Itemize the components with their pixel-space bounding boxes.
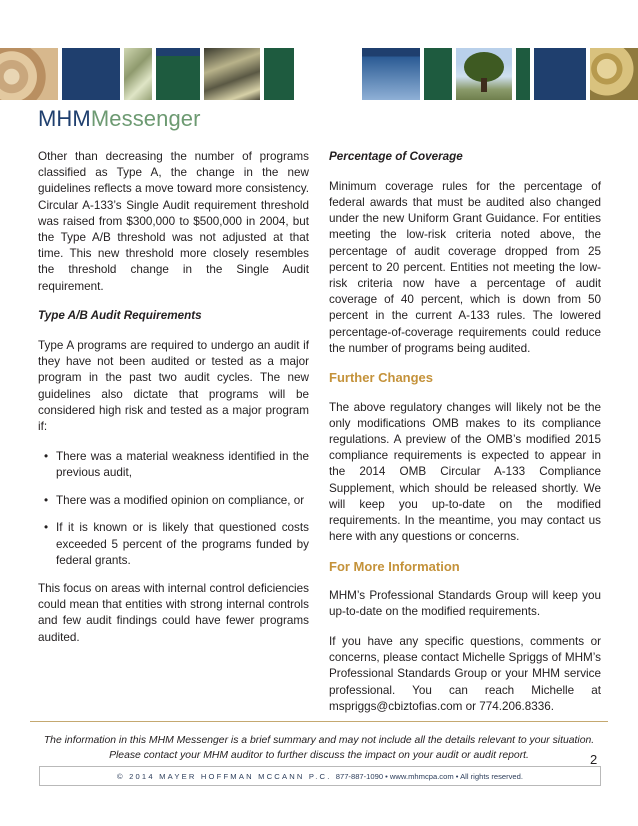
section-heading: Further Changes bbox=[329, 370, 434, 386]
paragraph: Other than decreasing the number of programs classified as Type A, the change in the new guidelines reflects a move toward more consistency. Circular A-133’s Single Audit requirement threshold was raised from $300,000 to $500,000 in 2004, but the Type A/B threshold was not adjusted at that time. This new threshold more closely resembles the threshold change in the Single Audit requirement. bbox=[38, 150, 309, 293]
list-item: • There was a material weakness identified in the previous audit, bbox=[56, 449, 309, 481]
newsletter-name: Messenger bbox=[90, 106, 201, 131]
green-block bbox=[516, 48, 530, 100]
navy-block bbox=[62, 48, 120, 100]
paragraph: Minimum coverage rules for the percentage of federal awards that must be audited also changed under the new Uniform Grant Guidance. For entities meeting the low-risk criteria noted above, the percentage of audit coverage dropped from 25 percent to 20 percent. Entities not meeting the low-risk criteria now have a percentage of audit coverage of 40 percent, which is down from 50 percent in the current A-133 rules. The lowered percentage-of-coverage requirements could reduce the number of programs being audited. bbox=[329, 179, 601, 355]
paragraph: Type A programs are required to undergo an audit if they have not been audited or tested as a major program in the past two audit cycles. The new guidelines also dictate that programs will be considered high risk and tested as a major program if: bbox=[38, 339, 309, 434]
coins-image bbox=[590, 48, 638, 100]
contact-info: 877-887-1090 • www.mhmcpa.com • All rights reserved. bbox=[335, 772, 523, 781]
bullet-list bbox=[38, 449, 309, 569]
footer-bar bbox=[39, 766, 601, 786]
list-item: • If it is known or is likely that questioned costs exceeded 5 percent of the programs funded by federal grants. bbox=[56, 520, 309, 569]
navy-block bbox=[534, 48, 586, 100]
paragraph: MHM’s Professional Standards Group will keep you up-to-date on the modified requirements. bbox=[329, 589, 601, 619]
navy-stripe bbox=[156, 48, 200, 56]
tree-trunk bbox=[481, 78, 487, 92]
newsletter-title bbox=[38, 106, 201, 132]
section-heading: For More Information bbox=[329, 558, 460, 574]
copyright: © 2014 MAYER HOFFMAN MCCANN P.C. bbox=[116, 772, 332, 781]
right-column bbox=[329, 149, 601, 729]
disclaimer-line: The information in this MHM Messenger is a brief summary and may not include all the details relevant to your situation. bbox=[43, 735, 595, 746]
paragraph: The above regulatory changes will likely not be the only modifications OMB makes to its compliance regulations. A preview of the OMB’s modified 2015 compliance requirements is expected to appear in the 2014 OMB Circular A-133 Compliance Supplement, which should be released shortly. We will keep you up-to-date on the modified requirements. In the meantime, you may contact us here with any questions or concerns. bbox=[329, 400, 601, 544]
navy-sky-block bbox=[362, 48, 420, 100]
left-column bbox=[38, 149, 309, 659]
wood-grain-image bbox=[0, 48, 58, 100]
section-heading: Type A/B Audit Requirements bbox=[38, 309, 202, 323]
header-banner bbox=[0, 48, 638, 100]
blank-block bbox=[298, 48, 356, 100]
footer-divider bbox=[30, 721, 608, 722]
brand-name: MHM bbox=[38, 106, 91, 131]
list-item: • There was a modified opinion on compliance, or bbox=[56, 493, 309, 509]
disclaimer-line: Please contact your MHM auditor to further discuss the impact on your audit or audit report. bbox=[109, 750, 529, 761]
green-block bbox=[264, 48, 294, 100]
section-heading: Percentage of Coverage bbox=[329, 150, 463, 163]
page-number: 2 bbox=[590, 752, 598, 767]
paragraph: This focus on areas with internal control deficiencies could mean that entities with strong internal controls and few audit findings could have fewer programs audited. bbox=[38, 581, 309, 644]
document-image bbox=[204, 48, 260, 100]
green-block bbox=[424, 48, 452, 100]
disclaimer bbox=[36, 733, 602, 763]
currency-image bbox=[124, 48, 152, 100]
tree-image bbox=[456, 48, 512, 100]
contact-paragraph: If you have any specific questions, comments or concerns, please contact Michelle Spriggs of MHM’s Professional Standards Group or your MHM service professional. You can reach Michelle at mspriggs@cbiztofias.com or 774.206.8336. bbox=[329, 635, 601, 713]
